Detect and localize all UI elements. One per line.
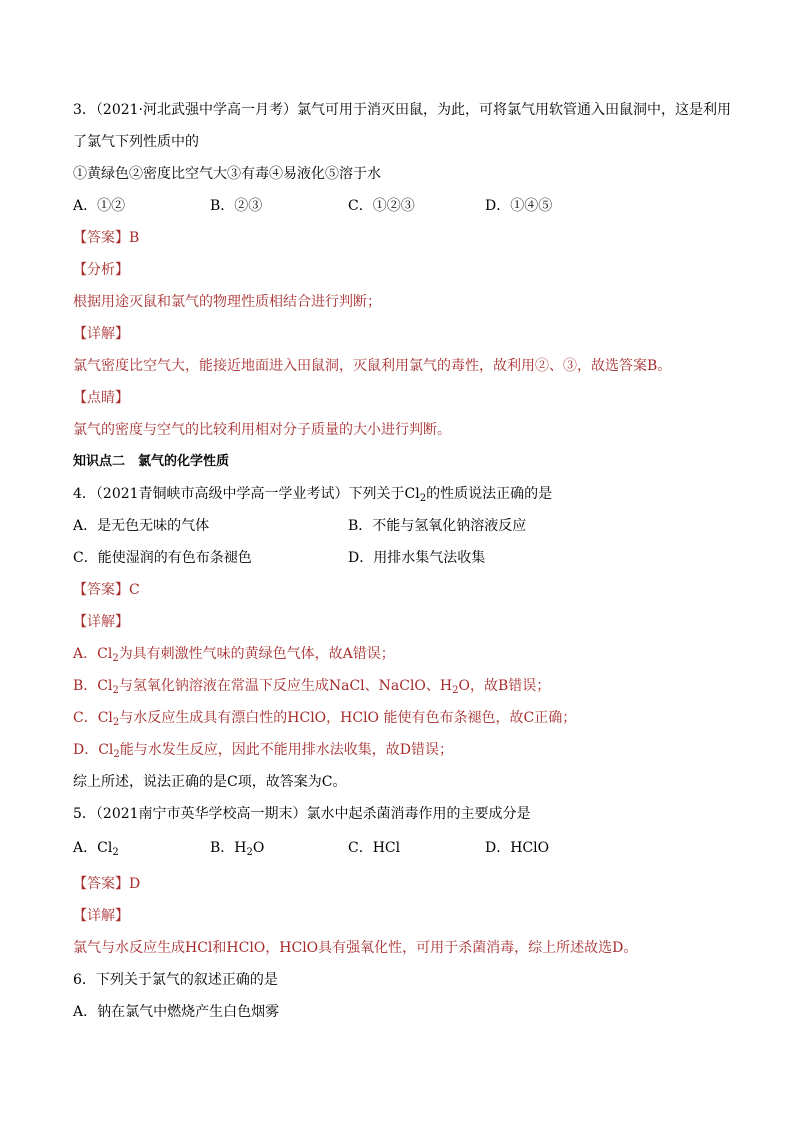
q4-stem [73,484,552,504]
q4-detail-a-post: 为具有刺激性气味的黄绿色气体，故A错误； [118,646,395,662]
q4-detail-c [73,708,576,728]
q3-option-b: B．②③ [210,198,263,214]
q3-properties: ①黄绿色②密度比空气大③有毒④易液化⑤溶于水 [73,166,381,182]
answer-label: 【答案】 [73,582,129,598]
q4-detail-a-sub: 2 [112,653,119,664]
q5-stem: 5．（2021南宁市英华学校高一期末）氯水中起杀菌消毒作用的主要成分是 [73,806,531,822]
q4-option-c: C．能使湿润的有色布条褪色 [73,550,252,566]
q4-answer [73,580,140,600]
q4-detail-b-mid: 与氢氧化钠溶液在常温下反应生成NaCl、NaClO、H [118,678,453,694]
q4-detail-b-pre: B．Cl [73,678,113,694]
q4-detail-c-sub: 2 [112,717,120,728]
q4-detail-d [73,740,453,760]
q4-detail-c-pre: C．Cl [73,710,113,726]
q5-option-b-post: O [252,840,265,856]
q4-detail-c-post: 与水反应生成具有漂白性的HClO，HClO 能使有色布条褪色，故C正确； [119,710,577,726]
q4-stem-suffix: 的性质说法正确的是 [426,486,553,502]
q4-summary: 综上所述，说法正确的是C项，故答案为C。 [73,774,347,790]
q5-option-d: D．HClO [485,840,550,856]
q4-detail-b-post: O，故B错误； [458,678,551,694]
q3-detail: 氯气密度比空气大，能接近地面进入田鼠洞，灭鼠利用氯气的毒性，故利用②、③，故选答案B。 [73,358,672,374]
q5-option-b-sub: 2 [246,847,253,858]
q5-option-b [210,838,264,858]
q4-option-b: B．不能与氢氧化钠溶液反应 [348,518,527,534]
q4-option-d: D．用排水集气法收集 [348,550,486,566]
q4-detail-b [73,676,550,696]
q4-detail-d-sub: 2 [113,749,120,760]
q3-option-c: C．①②③ [348,198,415,214]
q3-answer [73,228,139,248]
q4-detail-a-pre: A．Cl [73,646,113,662]
answer-value: B [129,230,140,246]
q4-detail-a [73,644,395,664]
q5-option-a-sub: 2 [112,847,119,858]
q5-detail: 氯气与水反应生成HCl和HClO，HClO具有强氧化性，可用于杀菌消毒，综上所述故选D。 [73,940,638,956]
q4-option-a: A．是无色无味的气体 [73,518,210,534]
q4-detail-d-post: 能与水发生反应，因此不能用排水法收集，故D错误； [119,742,454,758]
q3-option-d: D．①④⑤ [485,198,553,214]
q4-detail-b-sub2: 2 [452,685,459,696]
q6-stem: 6．下列关于氯气的叙述正确的是 [73,972,278,988]
q4-detail-d-pre: D．Cl [73,742,114,758]
answer-label: 【答案】 [73,230,129,246]
q4-detail-b-sub: 2 [112,685,119,696]
q4-stem-prefix: 4．（2021青铜峡市高级中学高一学业考试）下列关于 [73,486,405,502]
answer-value: C [129,582,140,598]
q5-option-a [73,838,119,858]
q3-stem-line1: 3．（2021·河北武强中学高一月考）氯气可用于消灭田鼠，为此，可将氯气用软管通入田鼠洞中，这是利用 [73,102,731,118]
q5-option-b-text: B．H [210,840,247,856]
answer-label: 【答案】 [73,876,129,892]
q4-detail-label: 【详解】 [73,614,129,630]
section-title: 知识点二 氯气的化学性质 [73,454,230,469]
q3-stem-line2: 了氯气下列性质中的 [73,134,199,150]
answer-value: D [129,876,141,892]
q6-option-a: A．钠在氯气中燃烧产生白色烟雾 [73,1004,280,1020]
q3-tip: 氯气的密度与空气的比较利用相对分子质量的大小进行判断。 [73,422,451,438]
q3-analysis: 根据用途灭鼠和氯气的物理性质相结合进行判断； [73,294,381,310]
q5-option-c: C．HCl [348,840,401,856]
q5-answer [73,874,140,894]
q5-detail-label: 【详解】 [73,908,129,924]
q4-stem-cl: Cl [404,486,420,502]
q3-detail-label: 【详解】 [73,326,129,342]
q5-option-a-text: A．Cl [73,840,113,856]
q3-option-a: A．①② [73,198,126,214]
q4-stem-sub: 2 [419,493,427,504]
q3-tip-label: 【点睛】 [73,390,129,406]
q3-analysis-label: 【分析】 [73,262,129,278]
